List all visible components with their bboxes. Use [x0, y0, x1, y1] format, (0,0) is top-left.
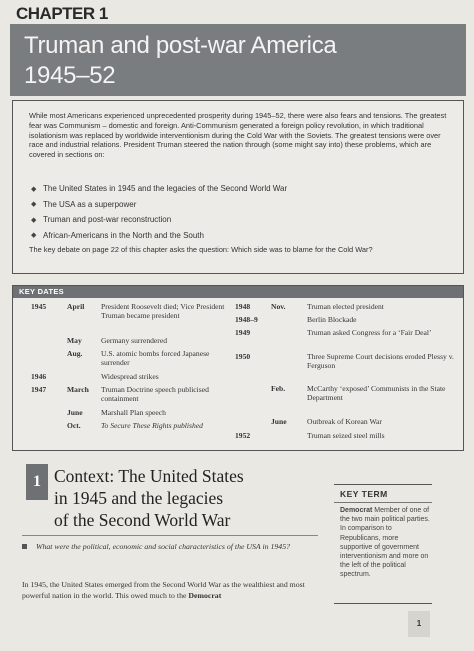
bullet-item: [31, 181, 451, 197]
diamond-icon: ◆: [31, 216, 37, 224]
intro-paragraph: While most Americans experienced unprecedented prosperity during 1945–52, there were also fears and tensions. The greatest fear was Communism – domestic and foreign. Anti-Communism generated a foreign policy revolution, in which traditional isolationism was replaced by worldwide interventionism during the Cold War with the Soviets. The greatest tensions were over race and industrial relations. President Truman steered the nation through (some might say into) these problems, which are covered in sections on:: [29, 111, 447, 160]
kd-year: 1952: [235, 431, 251, 440]
kd-event: U.S. atomic bombs forced Japanese surrender: [101, 349, 210, 368]
body-text-start: In 1945, the United States emerged from the Second World War as the wealthiest and most powerful nation in the world. This owed much to the: [22, 580, 305, 600]
key-term-definition: Member of one of the two main political parties. In comparison to Republicans, more supportive of government interventionism and more on the left of the political spectrum.: [340, 507, 430, 579]
key-dates-box: [12, 285, 464, 451]
kd-event: Widespread strikes: [101, 372, 159, 381]
key-term-text: [340, 506, 430, 580]
bullet-text: African-Americans in the North and the South: [43, 230, 204, 240]
kd-event: Truman elected president: [307, 302, 384, 311]
kd-event: Berlin Blockade: [307, 315, 357, 324]
kd-year: 1948: [235, 302, 251, 311]
page-number: 1: [408, 611, 430, 637]
chapter-label: CHAPTER 1: [16, 4, 108, 23]
kd-event: Truman Doctrine speech publicised containment: [101, 385, 209, 404]
question-square-icon: [22, 544, 27, 549]
kd-month: Oct.: [67, 421, 81, 430]
section-title-line-3: of the Second World War: [54, 510, 231, 530]
key-dates-header: KEY DATES: [13, 286, 463, 298]
key-debate-note: The key debate on page 22 of this chapter asks the question: Which side was to blame for the Cold War?: [29, 245, 373, 254]
kd-event: Truman asked Congress for a ‘Fair Deal’: [307, 328, 432, 337]
bullet-text: The United States in 1945 and the legacies of the Second World War: [43, 184, 288, 194]
kd-event: Marshall Plan speech: [101, 408, 166, 417]
kd-month: March: [67, 385, 89, 394]
diamond-icon: ◆: [31, 185, 37, 193]
section-body: [22, 580, 322, 601]
bullet-item: [31, 197, 451, 213]
kd-event-italic: To Secure These Rights published: [101, 421, 203, 430]
kd-year: 1946: [31, 372, 47, 381]
section-question: What were the political, economic and social characteristics of the USA in 1945?: [36, 542, 291, 551]
section-title-line-2: in 1945 and the legacies: [54, 488, 224, 508]
kd-year: 1948–9: [235, 315, 258, 324]
key-term-header: KEY TERM: [340, 489, 388, 499]
key-term-name: Democrat: [340, 507, 373, 514]
bullet-item: [31, 228, 451, 244]
kd-month: June: [271, 417, 287, 426]
intro-box: [12, 100, 464, 274]
kd-month: Nov.: [271, 302, 286, 311]
diamond-icon: ◆: [31, 201, 37, 209]
kd-year: 1950: [235, 352, 251, 361]
kd-event: Truman seized steel mills: [307, 431, 385, 440]
kd-event: Germany surrendered: [101, 336, 167, 345]
kd-year: 1949: [235, 328, 251, 337]
diamond-icon: ◆: [31, 232, 37, 240]
kd-year: 1945: [31, 302, 47, 311]
kd-event: Outbreak of Korean War: [307, 417, 382, 426]
intro-bullets: [31, 181, 451, 243]
chapter-title-line-1: Truman and post-war America: [24, 32, 337, 59]
kd-month: April: [67, 302, 85, 311]
bullet-text: The USA as a superpower: [43, 199, 137, 209]
kd-event: McCarthy ‘exposed’ Communists in the State Department: [307, 384, 446, 403]
kd-event: President Roosevelt died; Vice President Truman became president: [101, 302, 225, 321]
chapter-title-line-2: 1945–52: [24, 62, 116, 89]
kd-month: June: [67, 408, 83, 417]
title-band: [10, 24, 466, 96]
kd-event: Three Supreme Court decisions eroded Plessy v. Ferguson: [307, 352, 454, 371]
key-term-rule: [334, 502, 432, 503]
key-term-box: [334, 484, 432, 604]
section-rule: [22, 535, 318, 536]
kd-year: 1947: [31, 385, 47, 394]
kd-month: May: [67, 336, 82, 345]
section-title-line-1: Context: The United States: [54, 466, 244, 486]
bullet-text: Truman and post-war reconstruction: [43, 215, 172, 225]
kd-month: Feb.: [271, 384, 286, 393]
kd-month: Aug.: [67, 349, 83, 358]
bullet-item: [31, 212, 451, 228]
section-number-badge: 1: [26, 464, 48, 500]
body-text-bold: Democrat: [188, 590, 222, 600]
